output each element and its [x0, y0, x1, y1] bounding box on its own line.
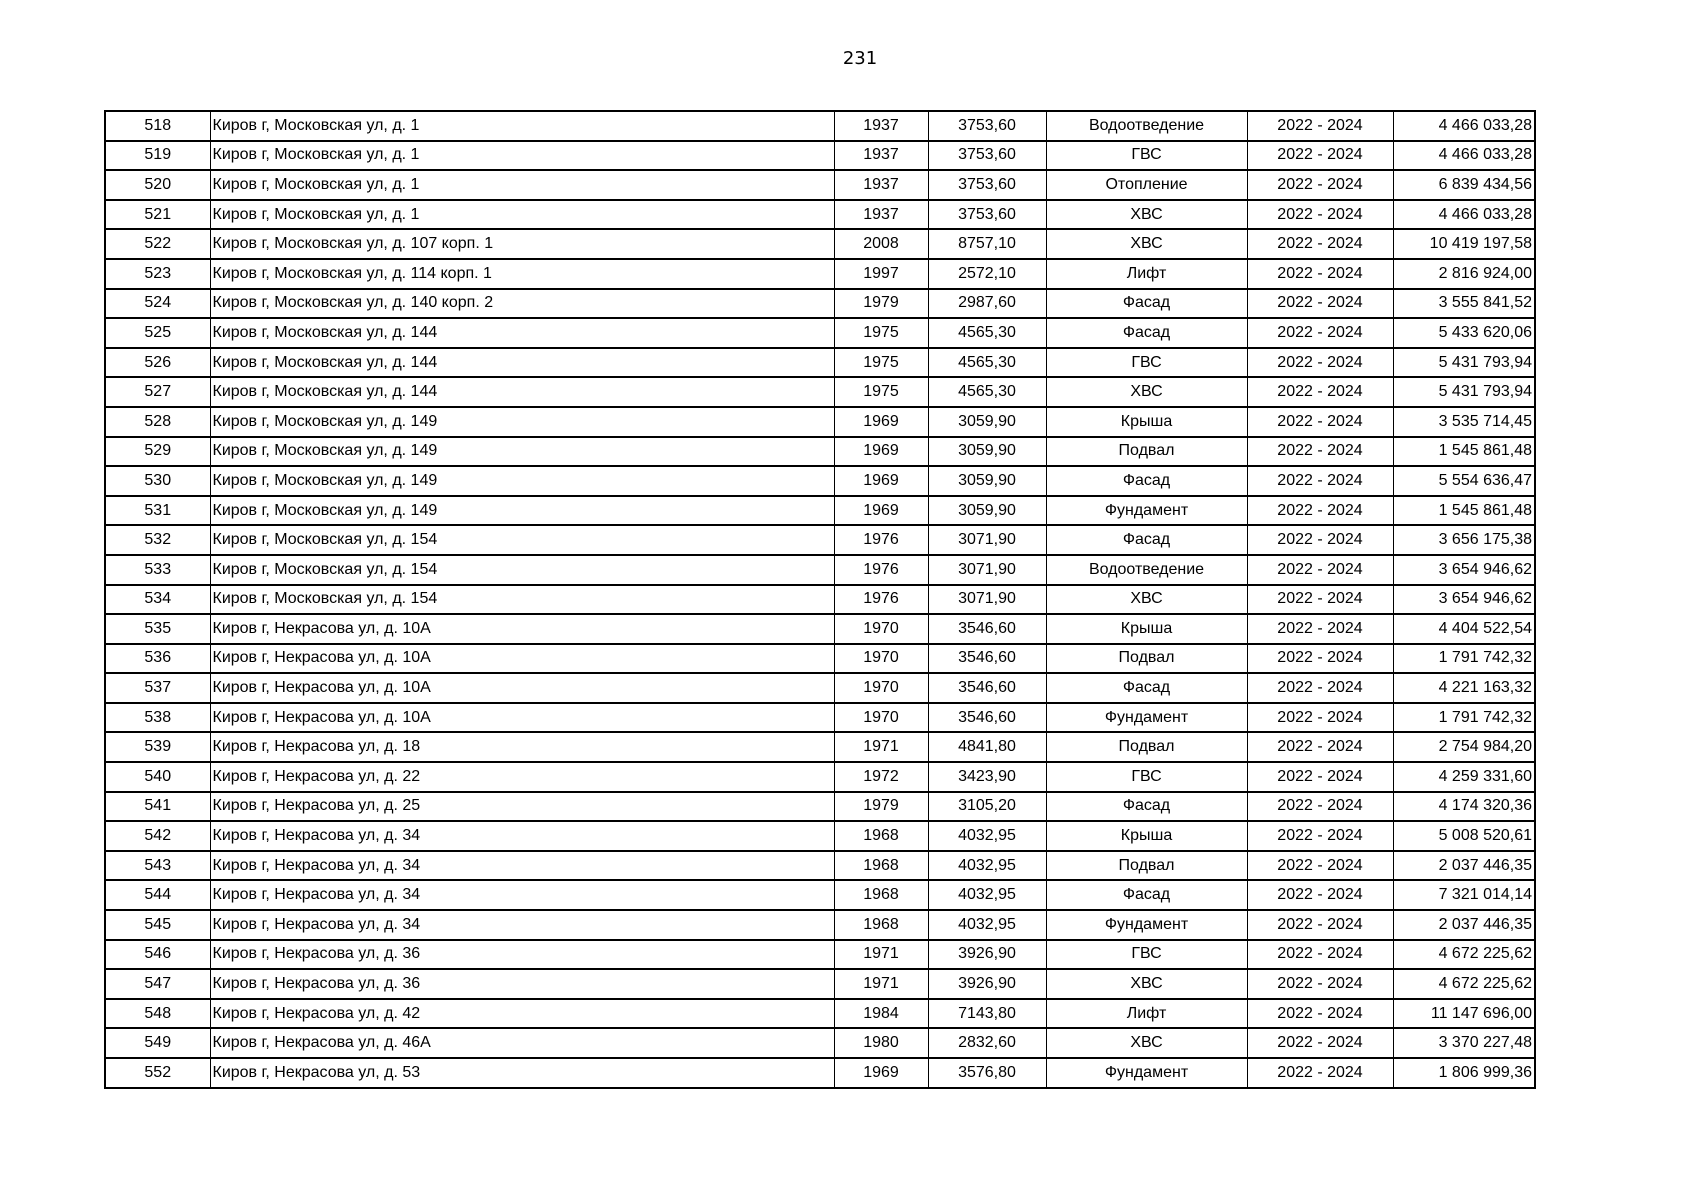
cell-area: 3576,80 — [928, 1058, 1046, 1088]
cell-address: Киров г, Московская ул, д. 154 — [210, 555, 834, 585]
table-row — [105, 170, 1535, 200]
cell-area: 3926,90 — [928, 969, 1046, 999]
table-row — [105, 496, 1535, 526]
cell-build-year: 1976 — [834, 525, 928, 555]
cell-area: 3105,20 — [928, 792, 1046, 822]
cell-address: Киров г, Некрасова ул, д. 25 — [210, 792, 834, 822]
cell-row-number: 544 — [105, 880, 210, 910]
cell-work-type: Фасад — [1046, 466, 1247, 496]
cell-period: 2022 - 2024 — [1247, 229, 1393, 259]
cell-row-number: 526 — [105, 348, 210, 378]
cell-work-type: Фасад — [1046, 673, 1247, 703]
cell-area: 4565,30 — [928, 348, 1046, 378]
table-row — [105, 259, 1535, 289]
cell-address: Киров г, Московская ул, д. 144 — [210, 377, 834, 407]
cell-work-type: Крыша — [1046, 407, 1247, 437]
cell-address: Киров г, Некрасова ул, д. 36 — [210, 969, 834, 999]
cell-area: 3059,90 — [928, 466, 1046, 496]
cell-cost: 5 431 793,94 — [1393, 348, 1535, 378]
cell-build-year: 1971 — [834, 940, 928, 970]
cell-address: Киров г, Некрасова ул, д. 22 — [210, 762, 834, 792]
cell-cost: 4 221 163,32 — [1393, 673, 1535, 703]
cell-work-type: ХВС — [1046, 585, 1247, 615]
cell-area: 4032,95 — [928, 851, 1046, 881]
cell-address: Киров г, Некрасова ул, д. 34 — [210, 910, 834, 940]
cell-area: 2832,60 — [928, 1028, 1046, 1058]
cell-row-number: 524 — [105, 289, 210, 319]
cell-address: Киров г, Некрасова ул, д. 10А — [210, 644, 834, 674]
table-row — [105, 1058, 1535, 1088]
cell-work-type: Фундамент — [1046, 1058, 1247, 1088]
cell-build-year: 1968 — [834, 821, 928, 851]
cell-build-year: 1997 — [834, 259, 928, 289]
cell-area: 3753,60 — [928, 200, 1046, 230]
cell-period: 2022 - 2024 — [1247, 880, 1393, 910]
cell-row-number: 542 — [105, 821, 210, 851]
cell-row-number: 545 — [105, 910, 210, 940]
cell-build-year: 1970 — [834, 644, 928, 674]
cell-work-type: ГВС — [1046, 940, 1247, 970]
cell-cost: 1 791 742,32 — [1393, 703, 1535, 733]
cell-period: 2022 - 2024 — [1247, 851, 1393, 881]
table-row — [105, 969, 1535, 999]
table-row — [105, 762, 1535, 792]
cell-area: 3546,60 — [928, 644, 1046, 674]
cell-build-year: 1975 — [834, 377, 928, 407]
cell-build-year: 1976 — [834, 585, 928, 615]
cell-row-number: 529 — [105, 437, 210, 467]
cell-row-number: 525 — [105, 318, 210, 348]
cell-work-type: Фасад — [1046, 792, 1247, 822]
cell-build-year: 1937 — [834, 200, 928, 230]
cell-cost: 4 174 320,36 — [1393, 792, 1535, 822]
cell-cost: 3 535 714,45 — [1393, 407, 1535, 437]
cell-build-year: 1969 — [834, 407, 928, 437]
cell-address: Киров г, Некрасова ул, д. 34 — [210, 851, 834, 881]
cell-build-year: 1980 — [834, 1028, 928, 1058]
cell-build-year: 1975 — [834, 348, 928, 378]
cell-address: Киров г, Московская ул, д. 107 корп. 1 — [210, 229, 834, 259]
cell-cost: 5 433 620,06 — [1393, 318, 1535, 348]
repair-schedule-table — [104, 110, 1536, 1089]
cell-row-number: 540 — [105, 762, 210, 792]
cell-period: 2022 - 2024 — [1247, 792, 1393, 822]
cell-work-type: Фасад — [1046, 318, 1247, 348]
table-row — [105, 318, 1535, 348]
cell-period: 2022 - 2024 — [1247, 555, 1393, 585]
cell-address: Киров г, Некрасова ул, д. 18 — [210, 732, 834, 762]
cell-cost: 10 419 197,58 — [1393, 229, 1535, 259]
table-row — [105, 792, 1535, 822]
cell-work-type: ХВС — [1046, 377, 1247, 407]
cell-build-year: 1969 — [834, 1058, 928, 1088]
cell-address: Киров г, Некрасова ул, д. 34 — [210, 880, 834, 910]
cell-address: Киров г, Московская ул, д. 149 — [210, 496, 834, 526]
cell-period: 2022 - 2024 — [1247, 200, 1393, 230]
cell-period: 2022 - 2024 — [1247, 644, 1393, 674]
cell-address: Киров г, Московская ул, д. 154 — [210, 525, 834, 555]
cell-work-type: ХВС — [1046, 200, 1247, 230]
cell-work-type: Подвал — [1046, 851, 1247, 881]
cell-period: 2022 - 2024 — [1247, 821, 1393, 851]
cell-row-number: 536 — [105, 644, 210, 674]
cell-address: Киров г, Некрасова ул, д. 36 — [210, 940, 834, 970]
cell-work-type: Подвал — [1046, 732, 1247, 762]
cell-area: 4841,80 — [928, 732, 1046, 762]
cell-period: 2022 - 2024 — [1247, 585, 1393, 615]
cell-cost: 5 431 793,94 — [1393, 377, 1535, 407]
cell-work-type: Лифт — [1046, 259, 1247, 289]
cell-address: Киров г, Некрасова ул, д. 34 — [210, 821, 834, 851]
cell-period: 2022 - 2024 — [1247, 999, 1393, 1029]
table-body — [105, 111, 1535, 1088]
cell-row-number: 523 — [105, 259, 210, 289]
cell-cost: 4 404 522,54 — [1393, 614, 1535, 644]
cell-build-year: 1971 — [834, 732, 928, 762]
cell-cost: 4 466 033,28 — [1393, 111, 1535, 141]
cell-period: 2022 - 2024 — [1247, 969, 1393, 999]
cell-cost: 5 008 520,61 — [1393, 821, 1535, 851]
cell-work-type: ГВС — [1046, 762, 1247, 792]
cell-cost: 3 654 946,62 — [1393, 555, 1535, 585]
table-row — [105, 111, 1535, 141]
cell-period: 2022 - 2024 — [1247, 170, 1393, 200]
cell-period: 2022 - 2024 — [1247, 377, 1393, 407]
cell-area: 7143,80 — [928, 999, 1046, 1029]
cell-build-year: 1969 — [834, 466, 928, 496]
cell-row-number: 552 — [105, 1058, 210, 1088]
cell-row-number: 532 — [105, 525, 210, 555]
cell-work-type: Фундамент — [1046, 703, 1247, 733]
cell-row-number: 543 — [105, 851, 210, 881]
cell-area: 3071,90 — [928, 585, 1046, 615]
cell-row-number: 520 — [105, 170, 210, 200]
cell-period: 2022 - 2024 — [1247, 496, 1393, 526]
cell-address: Киров г, Московская ул, д. 1 — [210, 111, 834, 141]
cell-build-year: 1984 — [834, 999, 928, 1029]
cell-area: 2572,10 — [928, 259, 1046, 289]
cell-work-type: Подвал — [1046, 644, 1247, 674]
cell-work-type: Водоотведение — [1046, 111, 1247, 141]
cell-cost: 3 370 227,48 — [1393, 1028, 1535, 1058]
cell-build-year: 1968 — [834, 910, 928, 940]
cell-row-number: 539 — [105, 732, 210, 762]
table-row — [105, 851, 1535, 881]
table-row — [105, 466, 1535, 496]
cell-address: Киров г, Московская ул, д. 149 — [210, 466, 834, 496]
cell-build-year: 1937 — [834, 170, 928, 200]
table-row — [105, 732, 1535, 762]
cell-row-number: 528 — [105, 407, 210, 437]
cell-build-year: 1970 — [834, 614, 928, 644]
table-row — [105, 289, 1535, 319]
cell-address: Киров г, Московская ул, д. 144 — [210, 348, 834, 378]
cell-build-year: 1937 — [834, 111, 928, 141]
cell-work-type: Фасад — [1046, 289, 1247, 319]
cell-period: 2022 - 2024 — [1247, 940, 1393, 970]
cell-build-year: 1975 — [834, 318, 928, 348]
cell-area: 3059,90 — [928, 496, 1046, 526]
cell-cost: 11 147 696,00 — [1393, 999, 1535, 1029]
cell-build-year: 1968 — [834, 880, 928, 910]
cell-work-type: Фундамент — [1046, 496, 1247, 526]
table-row — [105, 703, 1535, 733]
table-row — [105, 437, 1535, 467]
cell-address: Киров г, Некрасова ул, д. 53 — [210, 1058, 834, 1088]
cell-address: Киров г, Московская ул, д. 1 — [210, 200, 834, 230]
cell-period: 2022 - 2024 — [1247, 466, 1393, 496]
cell-area: 4032,95 — [928, 880, 1046, 910]
cell-cost: 5 554 636,47 — [1393, 466, 1535, 496]
cell-period: 2022 - 2024 — [1247, 437, 1393, 467]
table-row — [105, 141, 1535, 171]
cell-cost: 3 656 175,38 — [1393, 525, 1535, 555]
cell-row-number: 534 — [105, 585, 210, 615]
cell-work-type: Лифт — [1046, 999, 1247, 1029]
cell-period: 2022 - 2024 — [1247, 111, 1393, 141]
table-row — [105, 525, 1535, 555]
cell-period: 2022 - 2024 — [1247, 732, 1393, 762]
cell-area: 3059,90 — [928, 437, 1046, 467]
cell-period: 2022 - 2024 — [1247, 1028, 1393, 1058]
cell-build-year: 1970 — [834, 673, 928, 703]
cell-cost: 2 816 924,00 — [1393, 259, 1535, 289]
cell-row-number: 548 — [105, 999, 210, 1029]
cell-row-number: 530 — [105, 466, 210, 496]
cell-cost: 4 466 033,28 — [1393, 141, 1535, 171]
table-row — [105, 880, 1535, 910]
table-row — [105, 940, 1535, 970]
table-row — [105, 910, 1535, 940]
cell-address: Киров г, Московская ул, д. 149 — [210, 407, 834, 437]
cell-cost: 2 037 446,35 — [1393, 851, 1535, 881]
cell-work-type: Отопление — [1046, 170, 1247, 200]
table-row — [105, 348, 1535, 378]
cell-row-number: 522 — [105, 229, 210, 259]
cell-period: 2022 - 2024 — [1247, 614, 1393, 644]
table-row — [105, 407, 1535, 437]
table-row — [105, 585, 1535, 615]
cell-period: 2022 - 2024 — [1247, 289, 1393, 319]
cell-period: 2022 - 2024 — [1247, 1058, 1393, 1088]
cell-row-number: 518 — [105, 111, 210, 141]
cell-work-type: ГВС — [1046, 141, 1247, 171]
cell-row-number: 527 — [105, 377, 210, 407]
table-row — [105, 229, 1535, 259]
cell-build-year: 1971 — [834, 969, 928, 999]
cell-area: 3423,90 — [928, 762, 1046, 792]
cell-area: 4032,95 — [928, 910, 1046, 940]
cell-period: 2022 - 2024 — [1247, 318, 1393, 348]
cell-build-year: 2008 — [834, 229, 928, 259]
cell-cost: 4 672 225,62 — [1393, 940, 1535, 970]
cell-area: 3071,90 — [928, 525, 1046, 555]
cell-cost: 3 654 946,62 — [1393, 585, 1535, 615]
cell-period: 2022 - 2024 — [1247, 673, 1393, 703]
cell-period: 2022 - 2024 — [1247, 259, 1393, 289]
cell-work-type: ГВС — [1046, 348, 1247, 378]
cell-area: 3753,60 — [928, 111, 1046, 141]
cell-period: 2022 - 2024 — [1247, 910, 1393, 940]
cell-row-number: 547 — [105, 969, 210, 999]
cell-address: Киров г, Московская ул, д. 140 корп. 2 — [210, 289, 834, 319]
cell-area: 3059,90 — [928, 407, 1046, 437]
cell-area: 3071,90 — [928, 555, 1046, 585]
table-row — [105, 644, 1535, 674]
cell-row-number: 531 — [105, 496, 210, 526]
cell-address: Киров г, Московская ул, д. 114 корп. 1 — [210, 259, 834, 289]
table-row — [105, 999, 1535, 1029]
table-row — [105, 673, 1535, 703]
cell-build-year: 1972 — [834, 762, 928, 792]
cell-cost: 2 037 446,35 — [1393, 910, 1535, 940]
cell-build-year: 1937 — [834, 141, 928, 171]
cell-period: 2022 - 2024 — [1247, 525, 1393, 555]
cell-row-number: 521 — [105, 200, 210, 230]
table-row — [105, 377, 1535, 407]
cell-cost: 2 754 984,20 — [1393, 732, 1535, 762]
cell-cost: 3 555 841,52 — [1393, 289, 1535, 319]
cell-build-year: 1970 — [834, 703, 928, 733]
cell-row-number: 538 — [105, 703, 210, 733]
page-number: 231 — [842, 48, 878, 69]
cell-address: Киров г, Московская ул, д. 154 — [210, 585, 834, 615]
cell-build-year: 1976 — [834, 555, 928, 585]
cell-cost: 4 466 033,28 — [1393, 200, 1535, 230]
cell-period: 2022 - 2024 — [1247, 141, 1393, 171]
cell-address: Киров г, Московская ул, д. 144 — [210, 318, 834, 348]
cell-address: Киров г, Некрасова ул, д. 46А — [210, 1028, 834, 1058]
cell-area: 3753,60 — [928, 141, 1046, 171]
cell-row-number: 519 — [105, 141, 210, 171]
cell-area: 4565,30 — [928, 318, 1046, 348]
cell-cost: 1 806 999,36 — [1393, 1058, 1535, 1088]
cell-address: Киров г, Некрасова ул, д. 42 — [210, 999, 834, 1029]
table-row — [105, 821, 1535, 851]
cell-area: 3546,60 — [928, 614, 1046, 644]
cell-cost: 4 259 331,60 — [1393, 762, 1535, 792]
cell-row-number: 541 — [105, 792, 210, 822]
cell-work-type: ХВС — [1046, 1028, 1247, 1058]
cell-build-year: 1969 — [834, 496, 928, 526]
cell-period: 2022 - 2024 — [1247, 407, 1393, 437]
cell-work-type: ХВС — [1046, 229, 1247, 259]
cell-cost: 1 791 742,32 — [1393, 644, 1535, 674]
cell-build-year: 1969 — [834, 437, 928, 467]
cell-work-type: Подвал — [1046, 437, 1247, 467]
cell-address: Киров г, Московская ул, д. 1 — [210, 141, 834, 171]
cell-address: Киров г, Некрасова ул, д. 10А — [210, 703, 834, 733]
cell-build-year: 1979 — [834, 792, 928, 822]
cell-build-year: 1968 — [834, 851, 928, 881]
cell-work-type: Крыша — [1046, 614, 1247, 644]
cell-address: Киров г, Некрасова ул, д. 10А — [210, 673, 834, 703]
cell-row-number: 537 — [105, 673, 210, 703]
cell-row-number: 549 — [105, 1028, 210, 1058]
table-row — [105, 614, 1535, 644]
cell-cost: 4 672 225,62 — [1393, 969, 1535, 999]
cell-area: 2987,60 — [928, 289, 1046, 319]
table-row — [105, 200, 1535, 230]
cell-period: 2022 - 2024 — [1247, 703, 1393, 733]
cell-work-type: Фасад — [1046, 525, 1247, 555]
table-row — [105, 1028, 1535, 1058]
cell-build-year: 1979 — [834, 289, 928, 319]
cell-work-type: Фасад — [1046, 880, 1247, 910]
cell-area: 3753,60 — [928, 170, 1046, 200]
cell-area: 3546,60 — [928, 703, 1046, 733]
cell-period: 2022 - 2024 — [1247, 762, 1393, 792]
cell-area: 3546,60 — [928, 673, 1046, 703]
cell-cost: 1 545 861,48 — [1393, 496, 1535, 526]
cell-work-type: ХВС — [1046, 969, 1247, 999]
cell-row-number: 546 — [105, 940, 210, 970]
cell-row-number: 535 — [105, 614, 210, 644]
cell-area: 4565,30 — [928, 377, 1046, 407]
cell-address: Киров г, Некрасова ул, д. 10А — [210, 614, 834, 644]
cell-cost: 6 839 434,56 — [1393, 170, 1535, 200]
cell-address: Киров г, Московская ул, д. 1 — [210, 170, 834, 200]
cell-area: 8757,10 — [928, 229, 1046, 259]
cell-address: Киров г, Московская ул, д. 149 — [210, 437, 834, 467]
cell-area: 3926,90 — [928, 940, 1046, 970]
cell-work-type: Водоотведение — [1046, 555, 1247, 585]
table-row — [105, 555, 1535, 585]
cell-area: 4032,95 — [928, 821, 1046, 851]
cell-cost: 1 545 861,48 — [1393, 437, 1535, 467]
cell-work-type: Фундамент — [1046, 910, 1247, 940]
cell-row-number: 533 — [105, 555, 210, 585]
cell-cost: 7 321 014,14 — [1393, 880, 1535, 910]
cell-period: 2022 - 2024 — [1247, 348, 1393, 378]
cell-work-type: Крыша — [1046, 821, 1247, 851]
